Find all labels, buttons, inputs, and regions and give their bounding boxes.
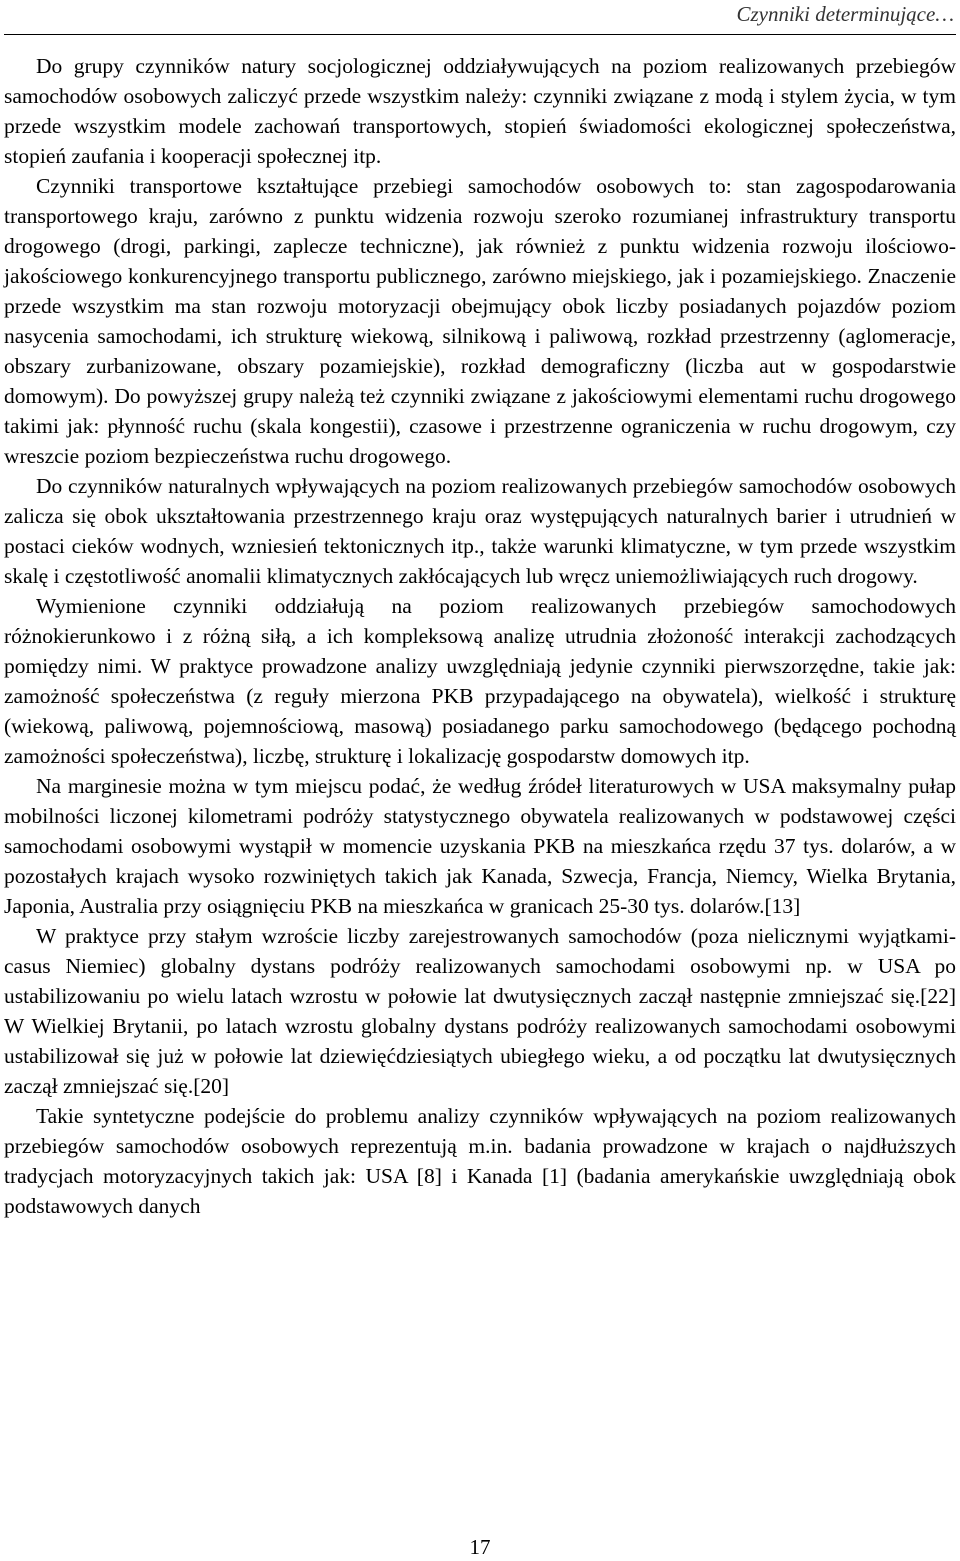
paragraph-transport-factors: Czynniki transportowe kształtujące przebiegi samochodów osobowych to: stan zagospodarowania transportowego kraju, zarówno z punktu widzenia rozwoju szeroko rozumianej infrastruktury transportu drogowego (drogi, parkingi, zaplecze techniczne), jak również z punktu widzenia rozwoju ilościowo-jakościowego konkurencyjnego transportu publicznego, zarówno miejskiego, jak i pozamiejskiego. Znaczenie przede wszystkim ma stan rozwoju motoryzacji obejmujący obok liczby posiadanych pojazdów poziom nasycenia samochodami, ich strukturę wiekową, silnikową i paliwową, rozkład przestrzenny (aglomeracje, obszary zurbanizowane, obszary pozamiejskie), rozkład demograficzny (liczba aut w gospodarstwie domowym). Do powyższej grupy należą też czynniki związane z jakościowymi elementami ruchu drogowego takimi jak: płynność ruchu (skala kongestii), czasowe i przestrzenne ograniczenia w ruchu drogowym, czy wreszcie poziom bezpieczeństwa ruchu drogowego. [4, 174, 956, 468]
page-number: 17 [469, 1535, 491, 1559]
header-divider [4, 34, 956, 35]
paragraph-factor-interactions: Wymienione czynniki oddziałują na poziom realizowanych przebiegów samochodowych różnokierunkowo i z różną siłą, a ich kompleksową analizę utrudnia złożoność interakcji zachodzących pomiędzy nimi. W praktyce prowadzone analizy uwzględniają jedynie czynniki pierwszorzędne, takie jak: zamożność społeczeństwa (z reguły mierzona PKB przypadającego na obywatela), wielkość i strukturę (wiekową, paliwową, pojemnościową, masową) posiadanego parku samochodowego (będącego pochodną zamożności społeczeństwa), liczbę, strukturę i lokalizację gospodarstw domowych itp. [4, 594, 956, 768]
paragraph-usa-mobility: Na marginesie można w tym miejscu podać, że według źródeł literaturowych w USA maksymalny pułap mobilności liczonej kilometrami podróży statystycznego obywatela realizowanych w podstawowej części samochodami osobowymi wystąpił w momencie uzyskania PKB na mieszkańca rzędu 37 tys. dolarów, a w pozostałych krajach wysoko rozwiniętych takich jak Kanada, Szwecja, Francja, Niemcy, Wielka Brytania, Japonia, Australia przy osiągnięciu PKB na mieszkańca w granicach 25-30 tys. dolarów.[13] [4, 774, 956, 918]
paragraph-travel-distance-trends: W praktyce przy stałym wzroście liczby zarejestrowanych samochodów (poza nielicznymi wyjątkami- casus Niemiec) globalny dystans podróży realizowanych samochodami osobowymi np. w USA po ustabilizowaniu po wielu latach wzrostu w połowie lat dwutysięcznych zaczął następnie zmniejszać się.[22] W Wielkiej Brytanii, po latach wzrostu globalny dystans podróży realizowanych samochodami osobowymi ustabilizował się już w połowie lat dziewięćdziesiątych ubiegłego wieku, a od początku lat dwutysięcznych zaczął zmniejszać się.[20] [4, 924, 956, 1098]
paragraph-sociological-factors: Do grupy czynników natury socjologicznej oddziaływujących na poziom realizowanych przebiegów samochodów osobowych zaliczyć przede wszystkim należy: czynniki związane z modą i stylem życia, w tym przede wszystkim modele zachowań transportowych, stopień świadomości ekologicznej społeczeństwa, stopień zaufania i kooperacji społecznej itp. [4, 54, 956, 168]
paragraph-synthetic-approach: Takie syntetyczne podejście do problemu analizy czynników wpływających na poziom realizowanych przebiegów samochodów osobowych reprezentują m.in. badania prowadzone w krajach o najdłuższych tradycjach motoryzacyjnych takich jak: USA [8] i Kanada [1] (badania amerykańskie uwzględniają obok podstawowych danych [4, 1104, 956, 1218]
document-body [4, 51, 956, 1221]
running-header: Czynniki determinujące… [736, 2, 954, 26]
paragraph-natural-factors: Do czynników naturalnych wpływających na poziom realizowanych przebiegów samochodów osobowych zalicza się obok ukształtowania przestrzennego kraju oraz występujących naturalnych barier i utrudnień w postaci cieków wodnych, wzniesień tektonicznych itp., także warunki klimatyczne, w tym przede wszystkim skalę i częstotliwość anomalii klimatycznych zakłócających lub wręcz uniemożliwiających ruch drogowy. [4, 474, 956, 588]
